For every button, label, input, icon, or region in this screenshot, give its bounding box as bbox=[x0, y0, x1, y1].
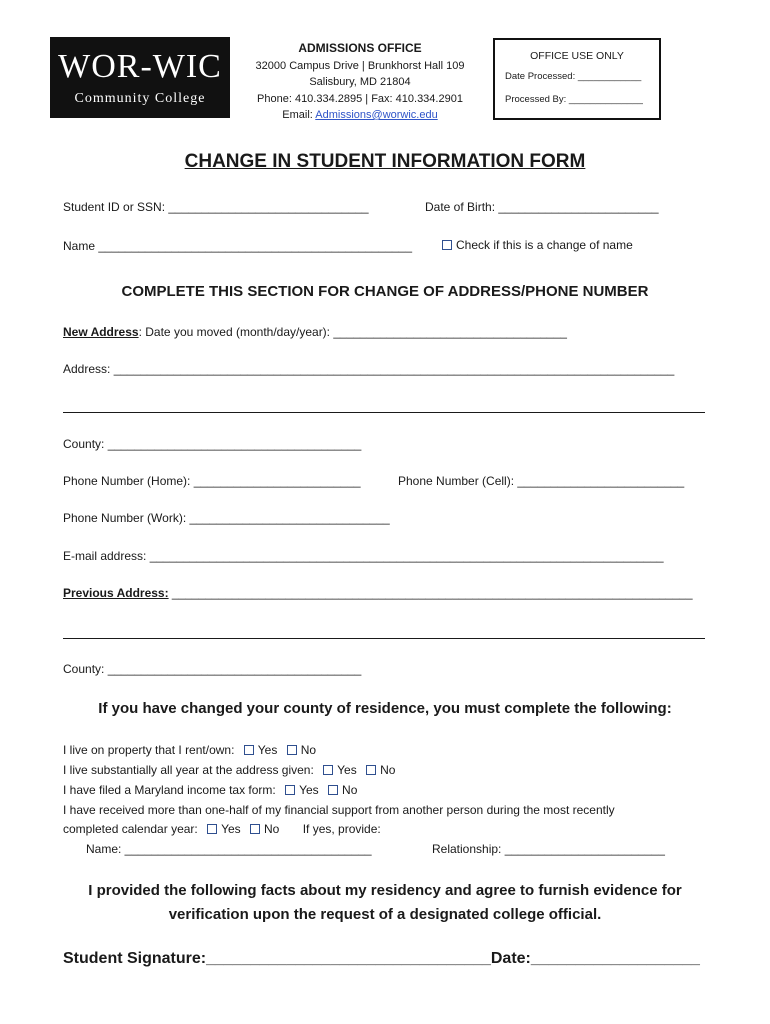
q4-yes-label: Yes bbox=[221, 822, 241, 836]
support-name-field[interactable]: Name: _____________________________________ bbox=[86, 842, 372, 856]
office-address-block bbox=[240, 40, 480, 124]
q4-label-line1: I have received more than one-half of my financial support from another person during the most recently bbox=[63, 803, 615, 817]
if-yes-label: If yes, provide: bbox=[302, 822, 381, 836]
phone-home-field[interactable]: Phone Number (Home): _________________________ bbox=[63, 474, 361, 488]
county2-field[interactable]: County: ______________________________________ bbox=[63, 662, 362, 676]
address-field[interactable]: Address: ____________________________________________________________________________________ bbox=[63, 362, 675, 376]
date-processed-field[interactable]: Date Processed: ____________ bbox=[505, 71, 642, 82]
q4-no-checkbox[interactable] bbox=[250, 824, 260, 834]
address-line2: Salisbury, MD 21804 bbox=[309, 76, 411, 88]
declaration-line2: verification upon the request of a designated college official. bbox=[168, 906, 602, 923]
office-use-box bbox=[493, 38, 661, 120]
signature-field[interactable]: ________________________________ bbox=[206, 950, 491, 967]
q2-no-label: No bbox=[380, 763, 396, 777]
phone-work-field[interactable]: Phone Number (Work): ______________________________ bbox=[63, 511, 390, 525]
processed-by-field[interactable]: Processed By: ______________ bbox=[505, 94, 643, 105]
q1-yes-checkbox[interactable] bbox=[244, 745, 254, 755]
q4-label-line2: completed calendar year: bbox=[63, 822, 198, 836]
residency-q2 bbox=[63, 763, 395, 777]
new-address-label: New Address bbox=[63, 325, 139, 339]
email-line bbox=[240, 107, 480, 124]
name-field[interactable]: Name _______________________________________________ bbox=[63, 239, 413, 253]
q3-no-checkbox[interactable] bbox=[328, 785, 338, 795]
declaration-text bbox=[0, 879, 770, 927]
logo-line1: WOR-WIC bbox=[58, 47, 222, 85]
address-line2-field[interactable] bbox=[63, 412, 705, 413]
college-logo bbox=[50, 37, 230, 118]
student-id-field[interactable]: Student ID or SSN: ______________________________ bbox=[63, 200, 369, 214]
date-moved-row[interactable] bbox=[63, 325, 567, 339]
q2-yes-label: Yes bbox=[337, 763, 357, 777]
name-change-checkbox[interactable] bbox=[442, 240, 452, 250]
q1-label: I live on property that I rent/own: bbox=[63, 743, 235, 757]
q2-yes-checkbox[interactable] bbox=[323, 765, 333, 775]
previous-address-field[interactable]: ______________________________________________________________________________ bbox=[168, 586, 693, 600]
email-link[interactable]: Admissions@worwic.edu bbox=[315, 109, 438, 121]
residency-q1 bbox=[63, 743, 316, 757]
phone-line: Phone: 410.334.2895 | Fax: 410.334.2901 bbox=[257, 92, 463, 105]
address-section-heading: COMPLETE THIS SECTION FOR CHANGE OF ADDRESS/PHONE NUMBER bbox=[121, 283, 649, 300]
q3-label: I have filed a Maryland income tax form: bbox=[63, 783, 276, 797]
q4-no-label: No bbox=[264, 822, 280, 836]
date-moved-field[interactable]: : Date you moved (month/day/year): ___________________________________ bbox=[138, 325, 567, 339]
q4-yes-checkbox[interactable] bbox=[207, 824, 217, 834]
q1-yes-label: Yes bbox=[257, 743, 278, 757]
q1-no-label: No bbox=[300, 743, 317, 757]
email-address-field[interactable]: E-mail address: _____________________________________________________________________________ bbox=[63, 549, 664, 563]
declaration-line1: I provided the following facts about my residency and agree to furnish evidence for bbox=[88, 882, 682, 899]
signature-row bbox=[63, 950, 700, 968]
residency-q4 bbox=[63, 822, 381, 836]
address-line1: 32000 Campus Drive | Brunkhorst Hall 109 bbox=[255, 59, 465, 72]
q2-label: I live substantially all year at the address given: bbox=[63, 763, 314, 777]
residency-q3 bbox=[63, 783, 357, 797]
residency-heading: If you have changed your county of residence, you must complete the following: bbox=[98, 700, 672, 717]
signature-date-label: Date: bbox=[490, 950, 531, 967]
form-title: CHANGE IN STUDENT INFORMATION FORM bbox=[184, 151, 586, 172]
previous-address-label: Previous Address: bbox=[63, 586, 169, 600]
phone-cell-field[interactable]: Phone Number (Cell): _________________________ bbox=[398, 474, 685, 488]
county-field[interactable]: County: ______________________________________ bbox=[63, 437, 362, 451]
email-label: Email: bbox=[282, 109, 316, 121]
q2-no-checkbox[interactable] bbox=[366, 765, 376, 775]
logo-line2: Community College bbox=[74, 90, 206, 106]
previous-address-row[interactable] bbox=[63, 586, 693, 600]
q1-no-checkbox[interactable] bbox=[287, 745, 297, 755]
q3-yes-label: Yes bbox=[299, 783, 319, 797]
signature-date-field[interactable]: ___________________ bbox=[530, 950, 700, 967]
signature-label: Student Signature: bbox=[63, 950, 207, 967]
previous-address-line2-field[interactable] bbox=[63, 638, 705, 639]
q3-no-label: No bbox=[342, 783, 358, 797]
name-change-option[interactable] bbox=[436, 238, 633, 252]
office-title: ADMISSIONS OFFICE bbox=[298, 41, 422, 55]
q3-yes-checkbox[interactable] bbox=[285, 785, 295, 795]
dob-field[interactable]: Date of Birth: ________________________ bbox=[425, 200, 659, 214]
name-change-label: Check if this is a change of name bbox=[456, 238, 633, 252]
relationship-field[interactable]: Relationship: ________________________ bbox=[432, 842, 665, 856]
office-use-title: OFFICE USE ONLY bbox=[530, 50, 624, 62]
